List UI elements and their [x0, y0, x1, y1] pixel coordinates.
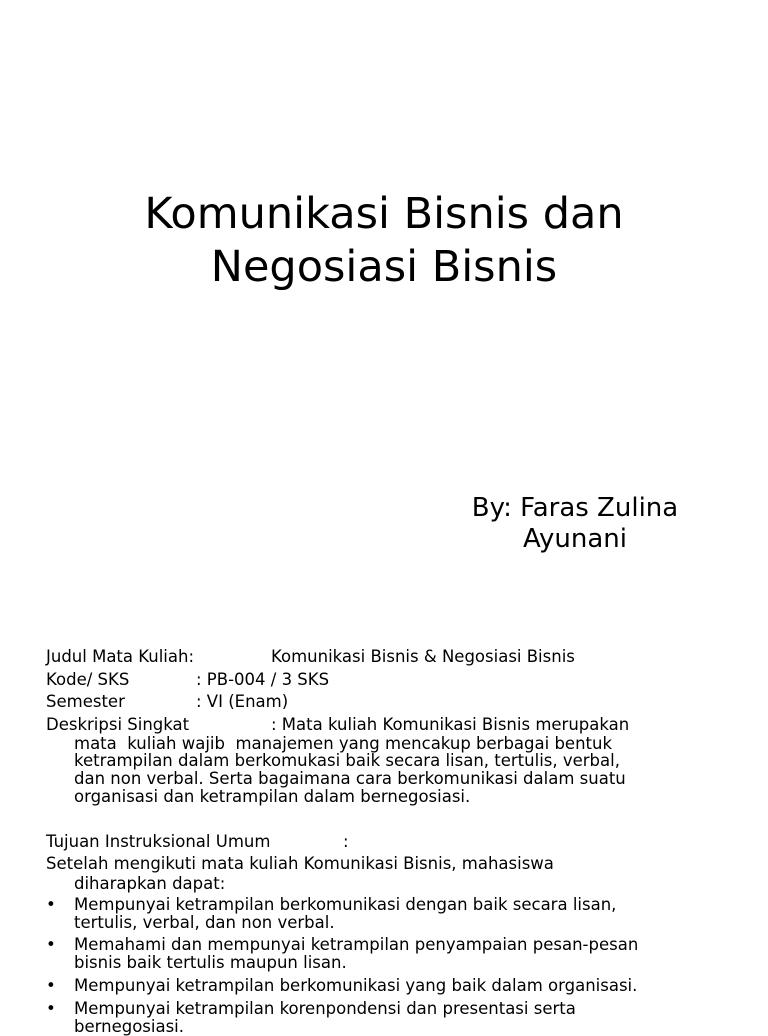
bullet-item-line: Mempunyai ketrampilan korenpondensi dan presentasi serta	[74, 999, 576, 1018]
author-line-2: Ayunani	[523, 524, 627, 554]
judul-label: Judul Mata Kuliah:	[46, 647, 195, 666]
slide-title-line-1: Komunikasi Bisnis dan	[144, 189, 624, 239]
deskripsi-label: Deskripsi Singkat	[46, 715, 190, 734]
semester-value: : VI (Enam)	[196, 692, 289, 711]
kode-label: Kode/ SKS	[46, 670, 130, 689]
author-line-1: By: Faras Zulina	[471, 493, 679, 523]
bullet-item-line: Memahami dan mempunyai ketrampilan penyampaian pesan-pesan	[74, 935, 639, 954]
deskripsi-line: ketrampilan dalam berkomukasi baik secara lisan, tertulis, verbal,	[74, 751, 620, 770]
slide-title	[0, 188, 768, 294]
intro-line-2: diharapkan dapat:	[74, 874, 226, 893]
bullet-item	[74, 896, 746, 931]
bullet-item-line: Mempunyai ketrampilan berkomunikasi yang baik dalam organisasi.	[74, 976, 638, 995]
bullet-marker: •	[46, 935, 56, 954]
semester-label: Semester	[46, 692, 125, 711]
course-info-slide	[0, 630, 768, 1036]
kode-value: : PB-004 / 3 SKS	[196, 670, 330, 689]
deskripsi-line: mata kuliah wajib manajemen yang mencakup berbagai bentuk	[74, 734, 613, 753]
bullet-item-line: bernegosiasi.	[74, 1016, 185, 1036]
bullet-marker: •	[46, 976, 56, 995]
bullet-item-line: tertulis, verbal, dan non verbal.	[74, 912, 335, 932]
bullet-item-line: Mempunyai ketrampilan berkomunikasi dengan baik secara lisan,	[74, 895, 617, 914]
deskripsi-line: dan non verbal. Serta bagaimana cara berkomunikasi dalam suatu	[74, 769, 626, 788]
bullet-item	[74, 936, 746, 971]
bullet-item-line: bisnis baik tertulis maupun lisan.	[74, 952, 347, 972]
bullet-marker: •	[46, 999, 56, 1018]
bullet-item	[74, 977, 746, 995]
tujuan-label: Tujuan Instruksional Umum	[46, 832, 271, 851]
judul-value: Komunikasi Bisnis & Negosiasi Bisnis	[271, 647, 575, 666]
deskripsi-line: organisasi dan ketrampilan dalam bernegosiasi.	[74, 787, 471, 806]
bullet-marker: •	[46, 895, 56, 914]
intro-line-1: Setelah mengikuti mata kuliah Komunikasi Bisnis, mahasiswa	[46, 854, 554, 873]
bullet-item	[74, 1000, 746, 1035]
slide-title-line-2: Negosiasi Bisnis	[210, 242, 558, 292]
deskripsi-value-start: : Mata kuliah Komunikasi Bisnis merupakan	[271, 715, 630, 734]
tujuan-colon: :	[343, 832, 349, 851]
